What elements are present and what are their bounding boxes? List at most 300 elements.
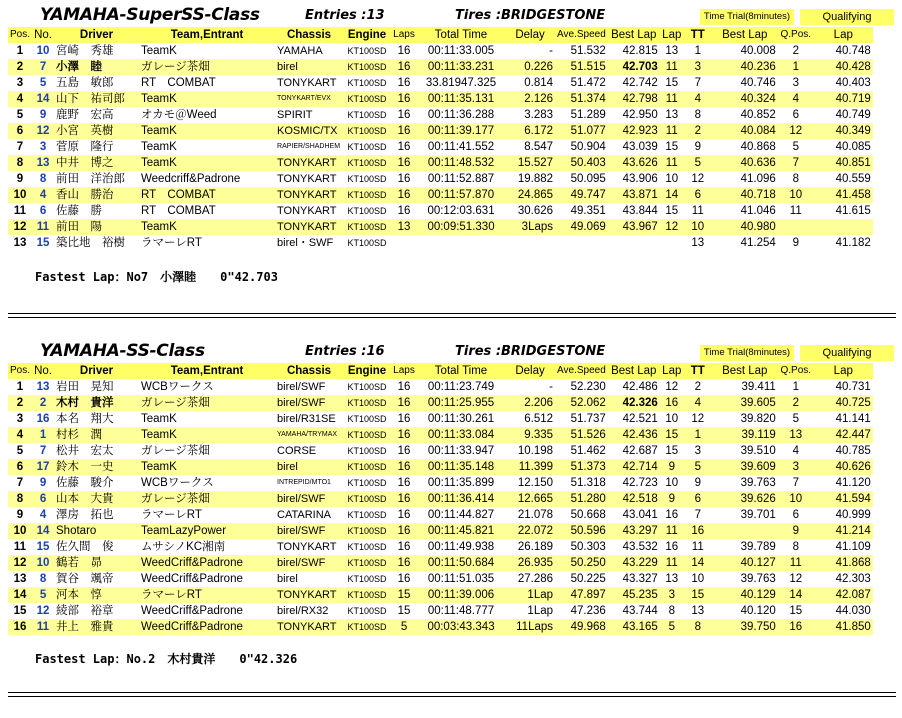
cell-best-lap: 42.714 (608, 459, 660, 475)
cell-pos: 11 (8, 203, 32, 219)
header-best-lap: Best Lap (608, 27, 660, 43)
cell-q-pos: 12 (778, 571, 814, 587)
header-laps: Laps (391, 27, 417, 43)
cell-tt: 3 (684, 443, 712, 459)
table-row (8, 379, 873, 395)
cell-best-lap: 43.844 (608, 203, 660, 219)
table-row (8, 123, 873, 139)
cell-delay: 9.335 (505, 427, 555, 443)
cell-delay: 3Laps (505, 219, 555, 235)
cell-ave-speed: 51.289 (555, 107, 608, 123)
cell-engine: KT100SD (343, 187, 391, 203)
cell-tt: 13 (684, 603, 712, 619)
cell-delay: 1Lap (505, 587, 555, 603)
cell-q-pos: 11 (778, 555, 814, 571)
cell-ave-speed: 52.062 (555, 395, 608, 411)
cell-delay: 6.512 (505, 411, 555, 427)
cell-tt: 7 (684, 507, 712, 523)
cell-total-time: 00:11:48.532 (417, 155, 505, 171)
cell-tt: 6 (684, 491, 712, 507)
cell-delay: 27.286 (505, 571, 555, 587)
cell-laps: 16 (391, 171, 417, 187)
cell-engine: KT100SD (343, 91, 391, 107)
cell-tt: 5 (684, 155, 712, 171)
cell-ave-speed: 50.596 (555, 523, 608, 539)
cell-driver: 菅原 隆行 (54, 139, 139, 155)
cell-q-lap: 40.999 (814, 507, 873, 523)
cell-engine: KT100SD (343, 139, 391, 155)
cell-engine: KT100SD (343, 171, 391, 187)
cell-best-lap: 43.906 (608, 171, 660, 187)
cell-ave-speed: 47.236 (555, 603, 608, 619)
cell-tt-best-lap: 40.636 (712, 155, 778, 171)
cell-delay: 12.150 (505, 475, 555, 491)
fastest-lap-note: Fastest Lap：No7 小澤睦 0"42.703 (35, 270, 278, 284)
cell-driver: 松井 宏太 (54, 443, 139, 459)
cell-total-time: 00:11:30.261 (417, 411, 505, 427)
cell-delay: 12.665 (505, 491, 555, 507)
table-row (8, 219, 873, 235)
cell-pos: 12 (8, 219, 32, 235)
cell-best-lap: 45.235 (608, 587, 660, 603)
cell-best-lap: 43.039 (608, 139, 660, 155)
cell-q-lap: 41.850 (814, 619, 873, 635)
cell-total-time: 00:11:23.749 (417, 379, 505, 395)
cell-tt: 2 (684, 123, 712, 139)
header-delay: Delay (505, 363, 555, 379)
cell-tt-best-lap: 41.046 (712, 203, 778, 219)
cell-laps: 15 (391, 603, 417, 619)
cell-laps: 13 (391, 219, 417, 235)
cell-pos: 3 (8, 411, 32, 427)
cell-pos: 5 (8, 107, 32, 123)
cell-pos: 12 (8, 555, 32, 571)
cell-q-pos: 1 (778, 59, 814, 75)
cell-chassis: TONYKART (275, 219, 343, 235)
cell-lap: 15 (660, 75, 684, 91)
cell-chassis: TONYKART (275, 587, 343, 603)
cell-no: 12 (32, 123, 54, 139)
cell-driver: 鶴若 昴 (54, 555, 139, 571)
table-row (8, 587, 873, 603)
cell-chassis: SPIRIT (275, 107, 343, 123)
cell-laps: 15 (391, 587, 417, 603)
cell-chassis: TONYKART (275, 619, 343, 635)
entries-count: Entries :13 (305, 8, 385, 23)
cell-laps: 16 (391, 443, 417, 459)
cell-engine: KT100SD (343, 475, 391, 491)
cell-tt: 1 (684, 43, 712, 59)
cell-delay: - (505, 43, 555, 59)
cell-ave-speed: 51.077 (555, 123, 608, 139)
cell-delay: 0.226 (505, 59, 555, 75)
cell-q-lap: 40.719 (814, 91, 873, 107)
qualifying-header: Qualifying (800, 9, 894, 25)
cell-chassis: birel/RX32 (275, 603, 343, 619)
cell-ave-speed: 49.351 (555, 203, 608, 219)
cell-team: RT COMBAT (139, 75, 275, 91)
cell-no: 8 (32, 571, 54, 587)
header-no: No. (32, 363, 54, 379)
cell-q-lap: 41.615 (814, 203, 873, 219)
section-title-row (0, 342, 902, 364)
cell-ave-speed: 51.373 (555, 459, 608, 475)
cell-tt-best-lap: 40.129 (712, 587, 778, 603)
cell-engine: KT100SD (343, 107, 391, 123)
cell-engine: KT100SD (343, 459, 391, 475)
cell-total-time (417, 235, 505, 251)
cell-laps: 16 (391, 539, 417, 555)
cell-driver: 村杉 潤 (54, 427, 139, 443)
cell-chassis: TONYKART (275, 187, 343, 203)
cell-no: 6 (32, 491, 54, 507)
cell-tt: 11 (684, 539, 712, 555)
cell-total-time: 00:11:35.148 (417, 459, 505, 475)
cell-total-time: 00:11:52.887 (417, 171, 505, 187)
table-row (8, 395, 873, 411)
cell-lap: 10 (660, 411, 684, 427)
header-pos: Pos. (8, 363, 32, 379)
cell-tt-best-lap: 40.746 (712, 75, 778, 91)
cell-tt-best-lap: 40.120 (712, 603, 778, 619)
cell-ave-speed: 49.747 (555, 187, 608, 203)
tire-brand: Tires :BRIDGESTONE (455, 8, 606, 23)
cell-tt-best-lap: 40.980 (712, 219, 778, 235)
cell-q-lap: 44.030 (814, 603, 873, 619)
cell-driver: 岩田 晃知 (54, 379, 139, 395)
cell-tt: 7 (684, 75, 712, 91)
cell-q-lap: 40.851 (814, 155, 873, 171)
cell-team: ラマーレRT (139, 507, 275, 523)
cell-best-lap: 43.327 (608, 571, 660, 587)
cell-tt-best-lap: 40.718 (712, 187, 778, 203)
header-chassis: Chassis (275, 363, 343, 379)
cell-pos: 3 (8, 75, 32, 91)
cell-best-lap: 42.742 (608, 75, 660, 91)
cell-no: 17 (32, 459, 54, 475)
cell-best-lap: 42.815 (608, 43, 660, 59)
cell-driver: 中井 博之 (54, 155, 139, 171)
cell-q-pos: 4 (778, 443, 814, 459)
cell-q-lap: 41.182 (814, 235, 873, 251)
cell-pos: 1 (8, 43, 32, 59)
cell-delay: 2.126 (505, 91, 555, 107)
cell-total-time: 00:11:50.684 (417, 555, 505, 571)
cell-delay: 21.078 (505, 507, 555, 523)
cell-tt: 5 (684, 459, 712, 475)
cell-driver: 鈴木 一史 (54, 459, 139, 475)
cell-ave-speed: 50.303 (555, 539, 608, 555)
header-total-time: Total Time (417, 27, 505, 43)
cell-q-lap: 40.731 (814, 379, 873, 395)
cell-laps: 16 (391, 43, 417, 59)
cell-ave-speed: 51.515 (555, 59, 608, 75)
cell-team: TeamK (139, 43, 275, 59)
cell-total-time: 00:11:35.131 (417, 91, 505, 107)
table-header-row (8, 27, 873, 43)
cell-no: 15 (32, 235, 54, 251)
cell-no: 5 (32, 587, 54, 603)
cell-total-time: 00:11:33.084 (417, 427, 505, 443)
cell-lap: 15 (660, 203, 684, 219)
header-team: Team,Entrant (139, 363, 275, 379)
cell-team: ラマーレRT (139, 235, 275, 251)
cell-q-pos: 1 (778, 379, 814, 395)
cell-engine: KT100SD (343, 75, 391, 91)
cell-ave-speed: 51.472 (555, 75, 608, 91)
cell-engine: KT100SD (343, 571, 391, 587)
cell-tt-best-lap: 39.763 (712, 571, 778, 587)
cell-no: 12 (32, 603, 54, 619)
header-driver: Driver (54, 363, 139, 379)
cell-lap: 15 (660, 427, 684, 443)
cell-lap: 15 (660, 139, 684, 155)
cell-no: 14 (32, 91, 54, 107)
cell-no: 3 (32, 139, 54, 155)
cell-best-lap: 42.798 (608, 91, 660, 107)
cell-engine: KT100SD (343, 219, 391, 235)
cell-tt: 8 (684, 107, 712, 123)
cell-engine: KT100SD (343, 379, 391, 395)
cell-tt: 13 (684, 235, 712, 251)
cell-laps: 16 (391, 107, 417, 123)
header-team: Team,Entrant (139, 27, 275, 43)
cell-team: ムサシノKC湘南 (139, 539, 275, 555)
cell-no: 11 (32, 619, 54, 635)
cell-best-lap: 42.486 (608, 379, 660, 395)
cell-delay: 22.072 (505, 523, 555, 539)
cell-lap: 12 (660, 379, 684, 395)
cell-engine: KT100SD (343, 603, 391, 619)
cell-laps (391, 235, 417, 251)
cell-team: TeamK (139, 139, 275, 155)
cell-best-lap: 43.165 (608, 619, 660, 635)
cell-delay: 19.882 (505, 171, 555, 187)
time-trial-header: Time Trial(8minutes) (700, 345, 794, 361)
cell-chassis: TONYKART (275, 539, 343, 555)
cell-best-lap: 42.923 (608, 123, 660, 139)
cell-tt-best-lap: 39.701 (712, 507, 778, 523)
cell-delay (505, 235, 555, 251)
cell-tt-best-lap: 39.609 (712, 459, 778, 475)
cell-q-lap: 40.559 (814, 171, 873, 187)
cell-laps: 16 (391, 491, 417, 507)
time-trial-header: Time Trial(8minutes) (700, 9, 794, 25)
cell-laps: 16 (391, 75, 417, 91)
cell-driver: 澤房 拓也 (54, 507, 139, 523)
table-row (8, 459, 873, 475)
cell-total-time: 00:11:45.821 (417, 523, 505, 539)
cell-tt-best-lap: 39.820 (712, 411, 778, 427)
cell-chassis: birel (275, 459, 343, 475)
cell-engine: KT100SD (343, 443, 391, 459)
class-title: YAMAHA-SS-Class (40, 341, 205, 361)
cell-driver: 佐藤 勝 (54, 203, 139, 219)
cell-q-pos: 11 (778, 203, 814, 219)
cell-q-pos: 10 (778, 187, 814, 203)
cell-team: オカモ＠Weed (139, 107, 275, 123)
cell-total-time: 00:12:03.631 (417, 203, 505, 219)
cell-no: 9 (32, 107, 54, 123)
cell-driver: 綾部 裕章 (54, 603, 139, 619)
cell-team: TeamK (139, 155, 275, 171)
cell-tt: 1 (684, 427, 712, 443)
cell-no: 9 (32, 475, 54, 491)
cell-tt-best-lap: 39.750 (712, 619, 778, 635)
header-pos: Pos. (8, 27, 32, 43)
header-tt: TT (684, 363, 712, 379)
cell-laps: 16 (391, 523, 417, 539)
cell-no: 10 (32, 555, 54, 571)
cell-chassis: TONYKART (275, 155, 343, 171)
cell-driver: 小澤 睦 (54, 59, 139, 75)
cell-lap: 16 (660, 539, 684, 555)
cell-delay: - (505, 379, 555, 395)
cell-tt: 9 (684, 139, 712, 155)
cell-delay: 15.527 (505, 155, 555, 171)
cell-ave-speed: 52.230 (555, 379, 608, 395)
cell-tt: 4 (684, 395, 712, 411)
cell-laps: 16 (391, 155, 417, 171)
cell-delay: 26.189 (505, 539, 555, 555)
cell-chassis: birel・SWF (275, 235, 343, 251)
cell-ave-speed: 51.280 (555, 491, 608, 507)
cell-driver: 木村 貴洋 (54, 395, 139, 411)
cell-q-lap: 40.349 (814, 123, 873, 139)
cell-no: 7 (32, 443, 54, 459)
cell-q-lap: 41.141 (814, 411, 873, 427)
cell-lap: 11 (660, 123, 684, 139)
cell-pos: 10 (8, 523, 32, 539)
cell-tt: 12 (684, 411, 712, 427)
cell-q-pos: 9 (778, 235, 814, 251)
table-row (8, 571, 873, 587)
cell-engine: KT100SD (343, 491, 391, 507)
cell-delay: 10.198 (505, 443, 555, 459)
cell-laps: 16 (391, 459, 417, 475)
cell-driver: 香山 勝治 (54, 187, 139, 203)
cell-no: 6 (32, 203, 54, 219)
cell-ave-speed: 47.897 (555, 587, 608, 603)
cell-team: RT COMBAT (139, 187, 275, 203)
cell-total-time: 00:11:39.006 (417, 587, 505, 603)
cell-tt-best-lap: 40.868 (712, 139, 778, 155)
cell-team: RT COMBAT (139, 203, 275, 219)
cell-delay: 1Lap (505, 603, 555, 619)
cell-lap: 15 (660, 443, 684, 459)
cell-pos: 10 (8, 187, 32, 203)
cell-engine: KT100SD (343, 395, 391, 411)
cell-tt: 10 (684, 571, 712, 587)
section-title-row (0, 6, 902, 28)
cell-total-time: 00:11:51.035 (417, 571, 505, 587)
cell-best-lap: 42.436 (608, 427, 660, 443)
cell-driver: 河本 惇 (54, 587, 139, 603)
cell-best-lap: 42.687 (608, 443, 660, 459)
fastest-lap-note: Fastest Lap：No.2 木村貴洋 0"42.326 (35, 652, 298, 666)
table-row (8, 411, 873, 427)
table-row (8, 59, 873, 75)
cell-engine: KT100SD (343, 427, 391, 443)
table-row (8, 491, 873, 507)
cell-lap: 3 (660, 587, 684, 603)
cell-ave-speed: 51.737 (555, 411, 608, 427)
cell-driver: 築比地 裕樹 (54, 235, 139, 251)
cell-ave-speed: 50.403 (555, 155, 608, 171)
cell-no: 7 (32, 59, 54, 75)
cell-pos: 6 (8, 459, 32, 475)
cell-driver: 山下 祐司郎 (54, 91, 139, 107)
cell-pos: 7 (8, 139, 32, 155)
cell-ave-speed: 51.532 (555, 43, 608, 59)
cell-ave-speed (555, 235, 608, 251)
cell-team: WeedCriff&Padrone (139, 571, 275, 587)
cell-team: ラマーレRT (139, 587, 275, 603)
cell-driver: 宮崎 秀雄 (54, 43, 139, 59)
cell-driver: 山本 大貴 (54, 491, 139, 507)
cell-pos: 4 (8, 427, 32, 443)
cell-lap: 11 (660, 59, 684, 75)
cell-tt: 2 (684, 379, 712, 395)
cell-chassis: TONYKART/EVX (275, 91, 343, 107)
cell-engine: KT100SD (343, 123, 391, 139)
cell-pos: 11 (8, 539, 32, 555)
table-row (8, 155, 873, 171)
cell-q-pos (778, 219, 814, 235)
cell-tt: 4 (684, 91, 712, 107)
cell-tt: 9 (684, 475, 712, 491)
header-ave-speed: Ave.Speed (555, 27, 608, 43)
cell-delay: 11Laps (505, 619, 555, 635)
cell-best-lap: 43.041 (608, 507, 660, 523)
cell-pos: 7 (8, 475, 32, 491)
cell-pos: 15 (8, 603, 32, 619)
cell-no: 13 (32, 155, 54, 171)
cell-total-time: 00:11:36.288 (417, 107, 505, 123)
cell-laps: 16 (391, 411, 417, 427)
cell-tt-best-lap: 40.324 (712, 91, 778, 107)
cell-pos: 2 (8, 395, 32, 411)
header-best-lap: Best Lap (608, 363, 660, 379)
cell-chassis: CATARINA (275, 507, 343, 523)
cell-delay: 24.865 (505, 187, 555, 203)
cell-delay: 0.814 (505, 75, 555, 91)
cell-engine: KT100SD (343, 235, 391, 251)
cell-total-time: 00:11:48.777 (417, 603, 505, 619)
cell-q-pos: 9 (778, 523, 814, 539)
cell-tt-best-lap: 39.510 (712, 443, 778, 459)
cell-q-pos: 8 (778, 171, 814, 187)
cell-ave-speed: 51.526 (555, 427, 608, 443)
cell-team: WCBワークス (139, 475, 275, 491)
cell-pos: 6 (8, 123, 32, 139)
cell-tt-best-lap: 40.852 (712, 107, 778, 123)
cell-driver: 本名 翔大 (54, 411, 139, 427)
cell-ave-speed: 50.668 (555, 507, 608, 523)
cell-total-time: 00:09:51.330 (417, 219, 505, 235)
cell-laps: 16 (391, 59, 417, 75)
cell-q-pos: 13 (778, 427, 814, 443)
cell-ave-speed: 50.225 (555, 571, 608, 587)
cell-chassis: RAPIER/SHADHEM (275, 139, 343, 155)
cell-pos: 5 (8, 443, 32, 459)
cell-q-pos: 8 (778, 539, 814, 555)
header-driver: Driver (54, 27, 139, 43)
table-row (8, 539, 873, 555)
header-q-lap: Lap (814, 27, 873, 43)
cell-tt-best-lap: 39.411 (712, 379, 778, 395)
cell-tt: 10 (684, 219, 712, 235)
